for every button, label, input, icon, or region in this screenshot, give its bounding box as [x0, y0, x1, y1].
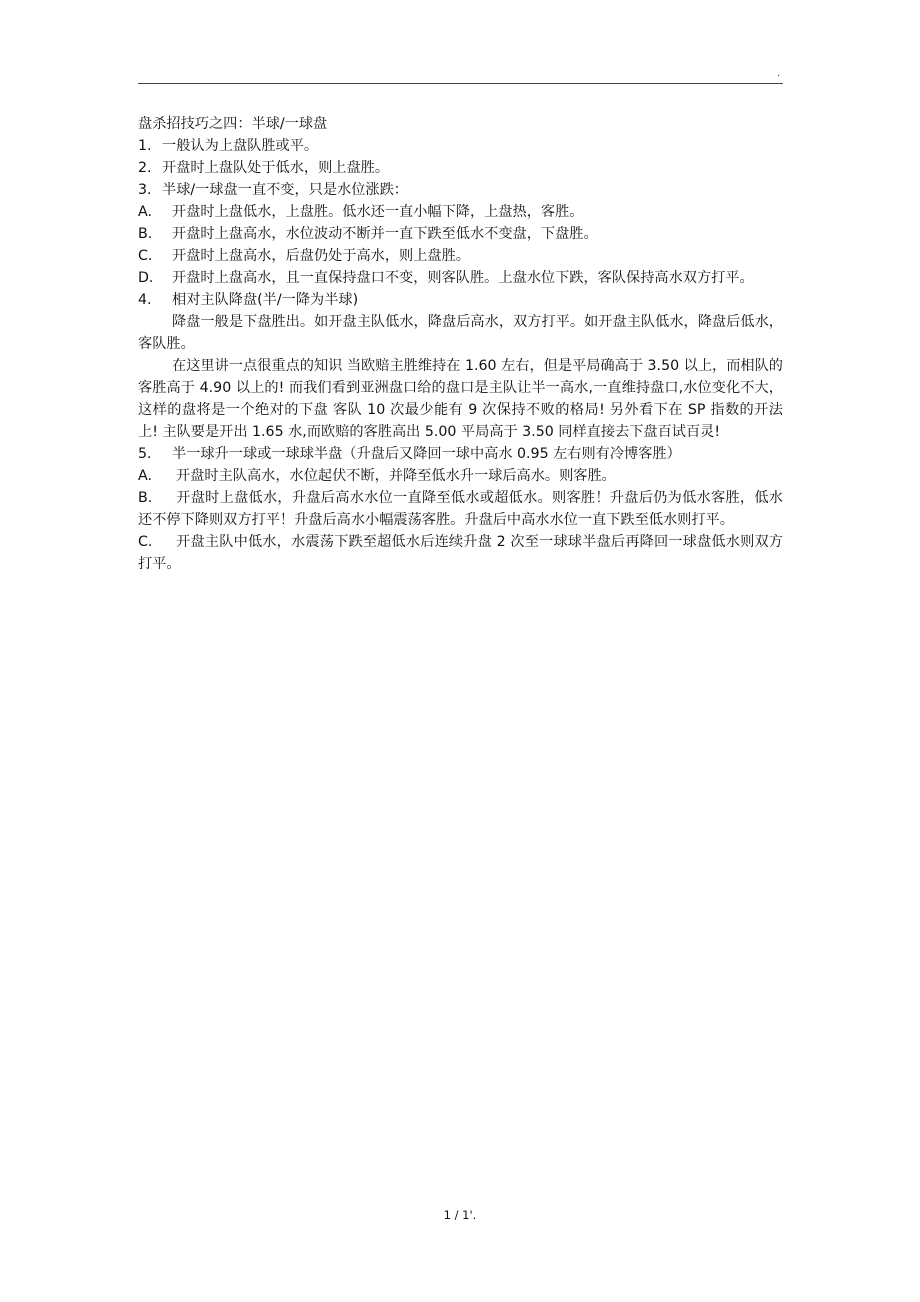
list-item-number: 5.: [138, 446, 152, 462]
list-item: [138, 135, 783, 157]
paragraph-key-knowledge: 在这里讲一点很重点的知识 当欧赔主胜维持在 1.60 左右，但是平局确高于 3.50 以上，而相队的客胜高于 4.90 以上的! 而我们看到亚洲盘口给的盘口是主队让半一高水,一直维持盘口,水位变化不大，这样的盘将是一个绝对的下盘 客队 10 次最少能有 9 次保持不败的格局! 另外看下在 SP 指数的开法上! 主队要是开出 1.65 水,而欧赔的客胜高出 5.00 平局高于 3.50 同样直接去下盘百试百灵!: [138, 358, 783, 440]
sub-item-letter: C.: [138, 248, 153, 264]
list-item-number: 4.: [138, 292, 152, 308]
list-item: [138, 157, 783, 179]
list-item: [138, 289, 783, 311]
sub-item: [138, 487, 783, 531]
sub-item-text: 开盘时上盘低水，上盘胜。低水还一直小幅下降，上盘热，客胜。: [172, 204, 584, 220]
list-item-number: 1.: [138, 138, 152, 154]
list-item-number: 2.: [138, 160, 152, 176]
sub-item-letter: B.: [138, 490, 153, 506]
sub-item: [138, 245, 783, 267]
sub-item-text: 开盘时上盘高水，后盘仍处于高水，则上盘胜。: [172, 248, 470, 264]
list-item: [138, 179, 783, 201]
sub-item-letter: D.: [138, 270, 154, 286]
document-title: 盘杀招技巧之四：半球/一球盘: [138, 116, 328, 132]
sub-item: [138, 201, 783, 223]
sub-item-text: 开盘时上盘低水，升盘后高水水位一直降至低水或超低水。则客胜！升盘后仍为低水客胜，低水还不停下降则双方打平！升盘后高水小幅震荡客胜。升盘后中高水水位一直下跌至低水则打平。: [138, 490, 783, 528]
list-item: [138, 443, 783, 465]
header-mark: .: [777, 68, 781, 79]
sub-item-text: 开盘时上盘高水，且一直保持盘口不变，则客队胜。上盘水位下跌，客队保持高水双方打平。: [172, 270, 754, 286]
header-rule: [138, 83, 783, 84]
page-number: 1 / 1'.: [443, 1208, 477, 1222]
sub-item-letter: C.: [138, 534, 153, 550]
sub-item-letter: A.: [138, 468, 152, 484]
sub-item-letter: B.: [138, 226, 153, 242]
sub-item: [138, 223, 783, 245]
sub-item-letter: A.: [138, 204, 152, 220]
sub-item: [138, 267, 783, 289]
sub-item: [138, 465, 783, 487]
sub-item-text: 开盘主队中低水，水震荡下跌至超低水后连续升盘 2 次至一球球半盘后再降回一球盘低水则双方打平。: [138, 534, 783, 572]
sub-item-text: 开盘时上盘高水，水位波动不断并一直下跌至低水不变盘，下盘胜。: [172, 226, 598, 242]
list-item-text: 开盘时上盘队处于低水，则上盘胜。: [162, 160, 390, 176]
list-item-text: 相对主队降盘(半/一降为半球): [172, 292, 359, 308]
list-item-text: 一般认为上盘队胜或平。: [162, 138, 319, 154]
sub-item: [138, 531, 783, 575]
list-item-number: 3.: [138, 182, 152, 198]
list-item-text: 半一球升一球或一球球半盘（升盘后又降回一球中高水 0.95 左右则有冷博客胜）: [172, 446, 681, 462]
list-item-text: 半球/一球盘一直不变，只是水位涨跌：: [162, 182, 408, 198]
sub-item-text: 开盘时主队高水，水位起伏不断，并降至低水升一球后高水。则客胜。: [176, 468, 616, 484]
paragraph-price-drop: 降盘一般是下盘胜出。如开盘主队低水，降盘后高水，双方打平。如开盘主队低水，降盘后低水，客队胜。: [138, 314, 783, 352]
document-body: [138, 113, 783, 575]
